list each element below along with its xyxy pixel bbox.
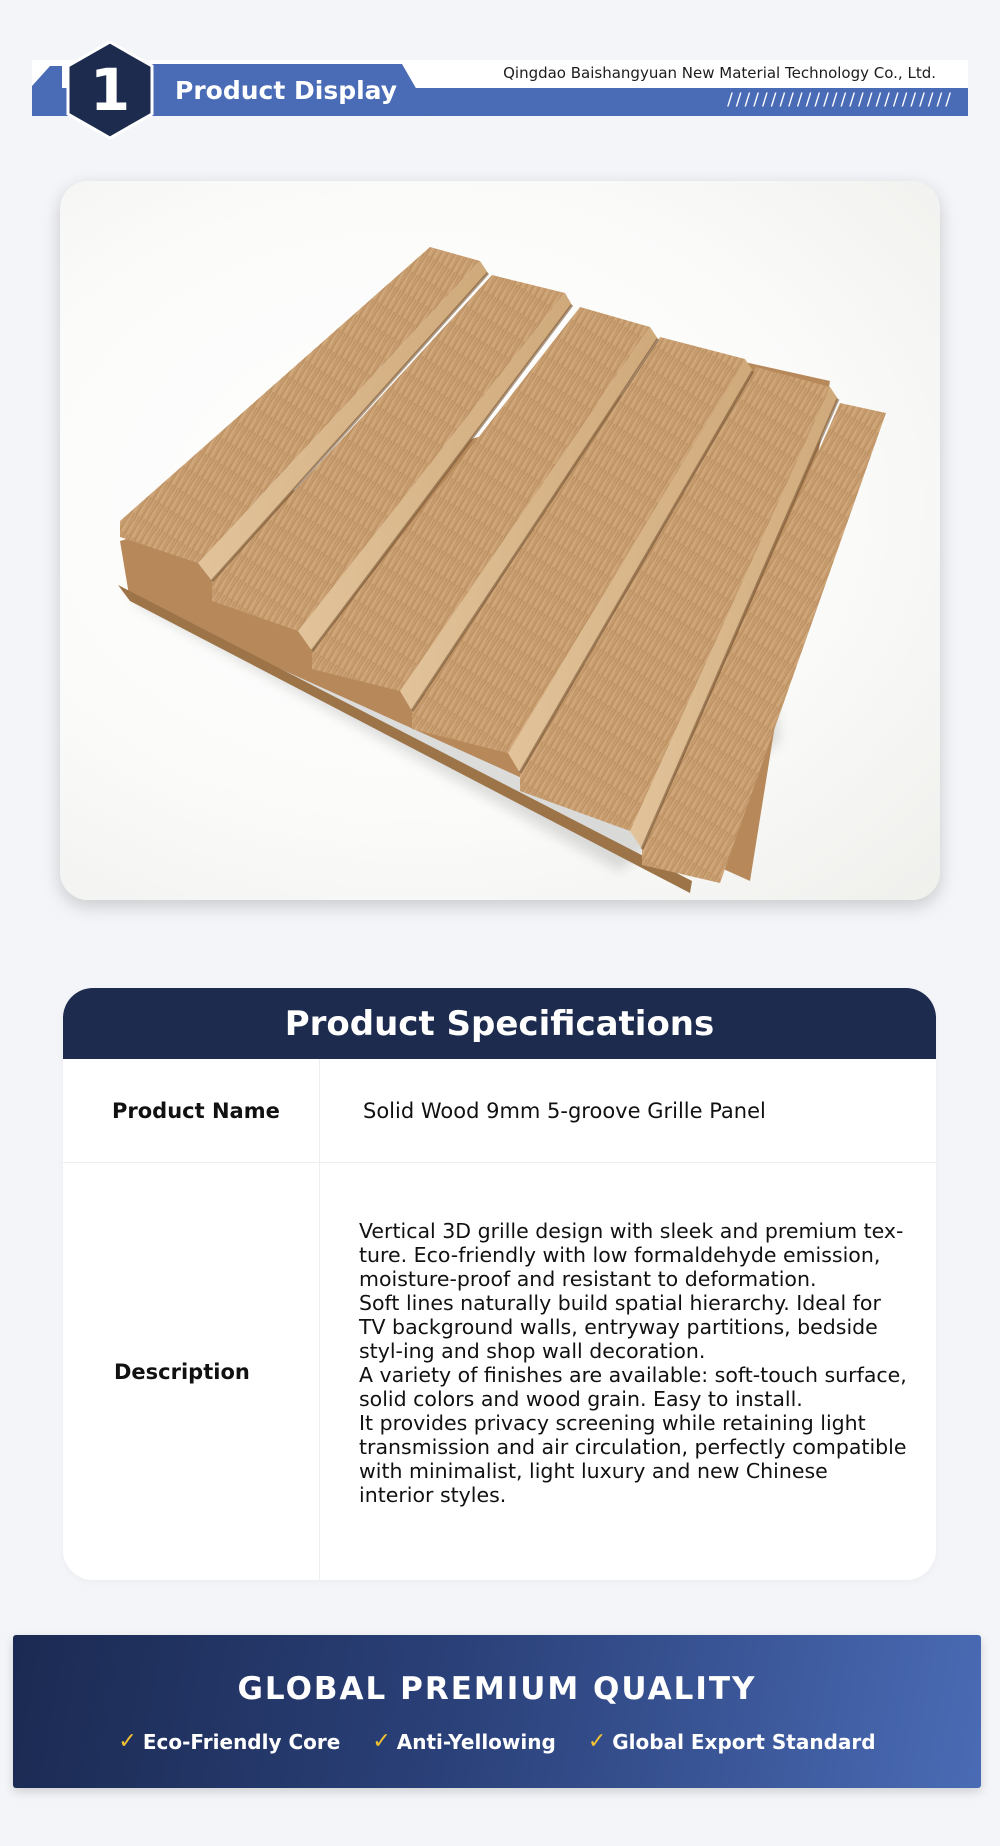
feature-list bbox=[13, 1729, 981, 1754]
feature-item bbox=[118, 1729, 340, 1754]
section-number-badge bbox=[66, 40, 154, 140]
product-photo-card bbox=[60, 181, 940, 900]
description-paragraph: It provides privacy screening while retaining light transmission and air circulation, perfectly compatible with minimalist, light luxury and new Chinese interior styles. bbox=[359, 1411, 907, 1507]
specs-title: Product Specifications bbox=[63, 988, 936, 1059]
grille-panel-image bbox=[60, 181, 940, 900]
section-header bbox=[32, 60, 968, 116]
feature-label: Anti-Yellowing bbox=[396, 1729, 556, 1754]
feature-item bbox=[588, 1729, 876, 1754]
feature-item bbox=[372, 1729, 555, 1754]
description-paragraph: A variety of finishes are available: soft-touch surface, solid colors and wood grain. Easy to install. bbox=[359, 1363, 907, 1411]
product-specifications bbox=[63, 988, 936, 1580]
section-number: 1 bbox=[89, 56, 131, 124]
checkmark-icon: ✓ bbox=[118, 1729, 137, 1754]
description-text bbox=[359, 1163, 908, 1580]
checkmark-icon: ✓ bbox=[372, 1729, 391, 1754]
spec-value: Solid Wood 9mm 5-groove Grille Panel bbox=[363, 1098, 766, 1123]
quality-title: GLOBAL PREMIUM QUALITY bbox=[237, 1671, 757, 1707]
checkmark-icon: ✓ bbox=[587, 1729, 607, 1754]
spec-row-product-name bbox=[63, 1059, 936, 1163]
feature-label: Global Export Standard bbox=[612, 1729, 876, 1754]
section-title: Product Display bbox=[175, 76, 398, 105]
feature-label: Eco-Friendly Core bbox=[142, 1729, 341, 1754]
spec-label: Product Name bbox=[112, 1098, 280, 1123]
description-paragraph: Vertical 3D grille design with sleek and premium tex-ture. Eco-friendly with low formaldehyde emission, moisture-proof and resistant to deformation. bbox=[359, 1219, 904, 1291]
description-paragraph: Soft lines naturally build spatial hierarchy. Ideal for TV background walls, entryway partitions, bedside styl-ing and shop wall decoration. bbox=[359, 1291, 881, 1363]
quality-banner bbox=[13, 1635, 981, 1788]
spec-row-description bbox=[63, 1163, 936, 1580]
company-name: Qingdao Baishangyuan New Material Technology Co., Ltd. bbox=[503, 64, 936, 82]
spec-label: Description bbox=[114, 1359, 250, 1384]
decorative-slashes: ////////////////////////// bbox=[727, 90, 954, 110]
